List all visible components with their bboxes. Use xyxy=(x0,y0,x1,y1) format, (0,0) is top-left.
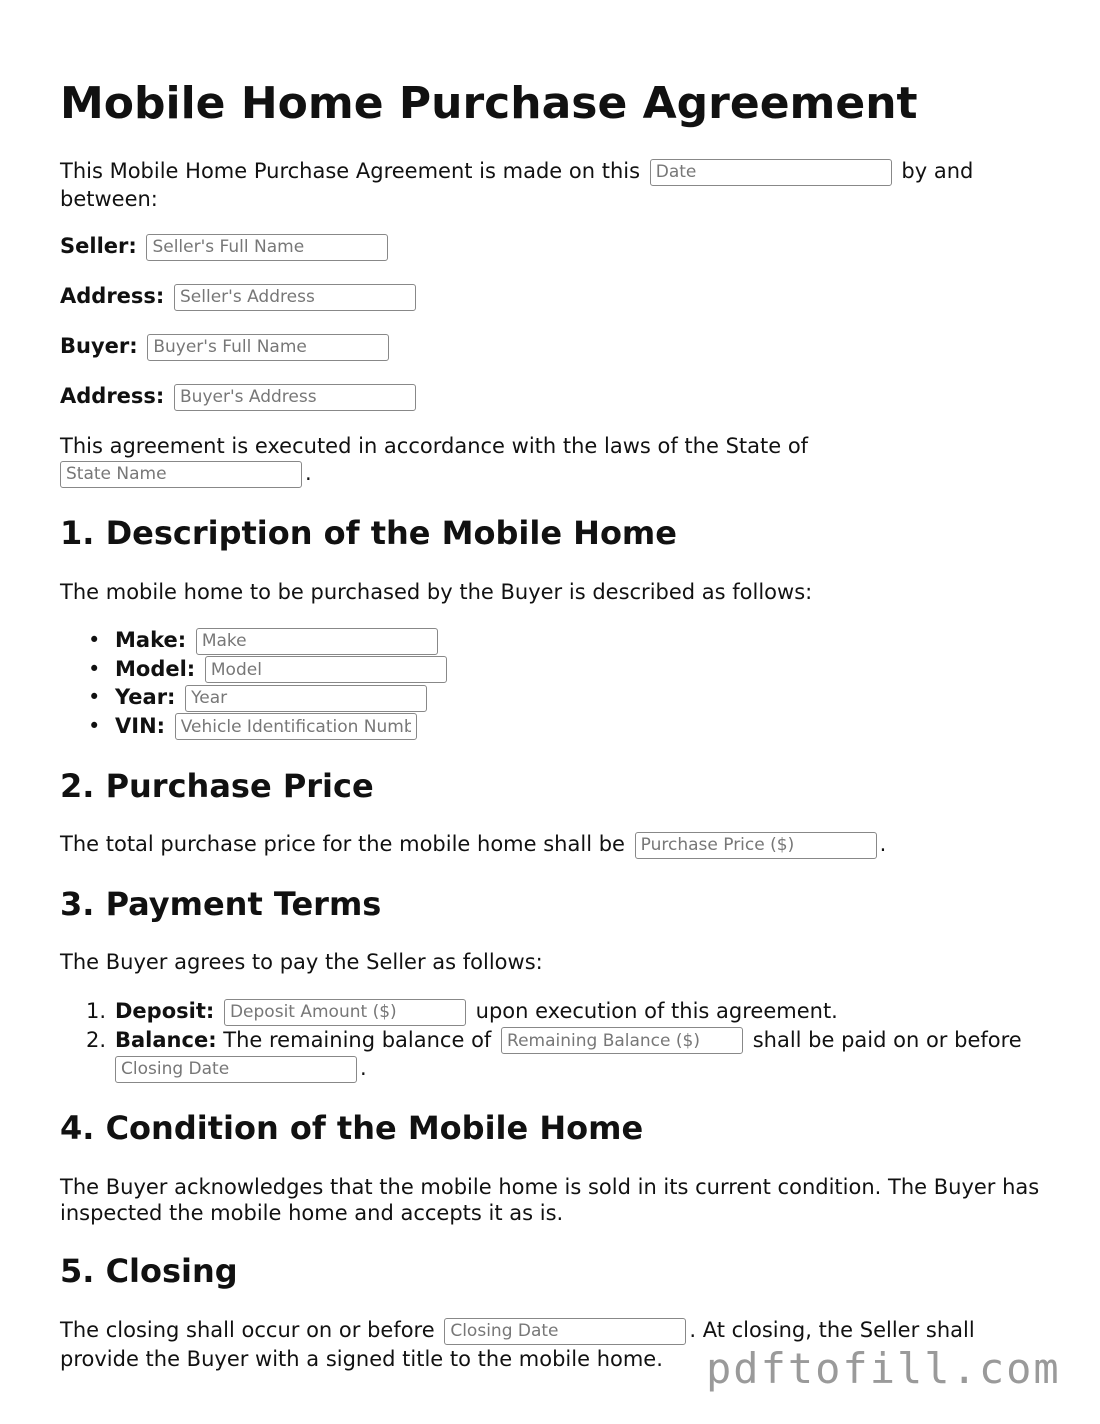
state-name-field[interactable] xyxy=(60,461,302,488)
closing-date-field[interactable] xyxy=(444,1318,686,1345)
deposit-label: Deposit: xyxy=(115,999,215,1023)
section-1-heading: 1. Description of the Mobile Home xyxy=(60,514,677,552)
bullet-mark: • xyxy=(88,685,101,709)
state-clause-text: This agreement is executed in accordance with the laws of the State of xyxy=(60,434,809,458)
vin-label: VIN: xyxy=(115,713,166,738)
closing-text: The closing shall occur on or before xyxy=(60,1318,435,1342)
list-item xyxy=(60,683,450,712)
year-field[interactable] xyxy=(185,685,427,712)
list-number: 2. xyxy=(86,1027,107,1052)
list-item xyxy=(60,1026,1022,1055)
bullet-mark: • xyxy=(88,628,101,652)
model-field[interactable] xyxy=(205,656,447,683)
section-4-heading: 4. Condition of the Mobile Home xyxy=(60,1109,644,1147)
year-label: Year: xyxy=(115,685,176,709)
buyer-address-field[interactable] xyxy=(174,384,416,411)
list-item xyxy=(60,626,450,655)
seller-address-row xyxy=(60,283,419,311)
make-label: Make: xyxy=(115,628,187,652)
closing-text-after: . At closing, the Seller shall provide the Buyer with a signed title to the mobile home. xyxy=(60,1318,975,1371)
seller-address-field[interactable] xyxy=(174,284,416,311)
section-5-heading: 5. Closing xyxy=(60,1252,238,1290)
list-number: 1. xyxy=(86,999,107,1023)
balance-text-after: shall be paid on or before xyxy=(752,1027,1022,1052)
balance-label: Balance: xyxy=(115,1027,217,1052)
purchase-price-text: The total purchase price for the mobile home shall be xyxy=(60,832,625,856)
buyer-label: Buyer: xyxy=(60,334,138,358)
buyer-name-field[interactable] xyxy=(147,334,389,361)
state-clause xyxy=(60,433,860,488)
seller-label: Seller: xyxy=(60,234,137,258)
deposit-text: upon execution of this agreement. xyxy=(475,999,838,1023)
purchase-price-period: . xyxy=(879,832,887,856)
list-item-continuation xyxy=(60,1054,1022,1083)
make-field[interactable] xyxy=(196,628,438,655)
seller-row xyxy=(60,233,391,261)
document-title: Mobile Home Purchase Agreement xyxy=(60,78,918,129)
buyer-row xyxy=(60,333,392,361)
bullet-mark: • xyxy=(88,656,101,681)
intro-text: This Mobile Home Purchase Agreement is made on this xyxy=(60,159,641,183)
seller-address-label: Address: xyxy=(60,284,165,308)
remaining-balance-field[interactable] xyxy=(501,1027,743,1054)
section-1-text: The mobile home to be purchased by the Buyer is described as follows: xyxy=(60,580,813,604)
section-2-heading: 2. Purchase Price xyxy=(60,767,374,805)
intro-text-after: by and between: xyxy=(60,159,974,211)
bullet-mark: • xyxy=(88,713,101,738)
intro-paragraph xyxy=(60,158,1040,213)
buyer-address-row xyxy=(60,383,419,411)
watermark: pdftofill.com xyxy=(706,1344,1061,1393)
payment-terms-list xyxy=(60,997,1022,1083)
balance-period: . xyxy=(360,1056,367,1080)
seller-name-field[interactable] xyxy=(146,234,388,261)
section-3-text: The Buyer agrees to pay the Seller as follows: xyxy=(60,950,543,974)
section-4-text: The Buyer acknowledges that the mobile home is sold in its current condition. The Buyer has inspected the mobile home and accepts it as is. xyxy=(60,1175,1040,1225)
vin-field[interactable] xyxy=(175,713,417,740)
deposit-amount-field[interactable] xyxy=(224,999,466,1026)
list-item xyxy=(60,712,450,741)
list-item xyxy=(60,655,450,684)
mobile-home-description-list xyxy=(60,626,450,740)
model-label: Model: xyxy=(115,656,196,681)
state-clause-period: . xyxy=(305,461,312,485)
purchase-price-field[interactable] xyxy=(635,832,877,859)
list-item xyxy=(60,997,1022,1026)
buyer-address-label: Address: xyxy=(60,384,165,408)
section-3-heading: 3. Payment Terms xyxy=(60,885,382,923)
balance-text: The remaining balance of xyxy=(223,1027,492,1052)
balance-closing-date-field[interactable] xyxy=(115,1056,357,1083)
purchase-price-paragraph xyxy=(60,831,886,859)
agreement-date-field[interactable] xyxy=(650,159,892,186)
